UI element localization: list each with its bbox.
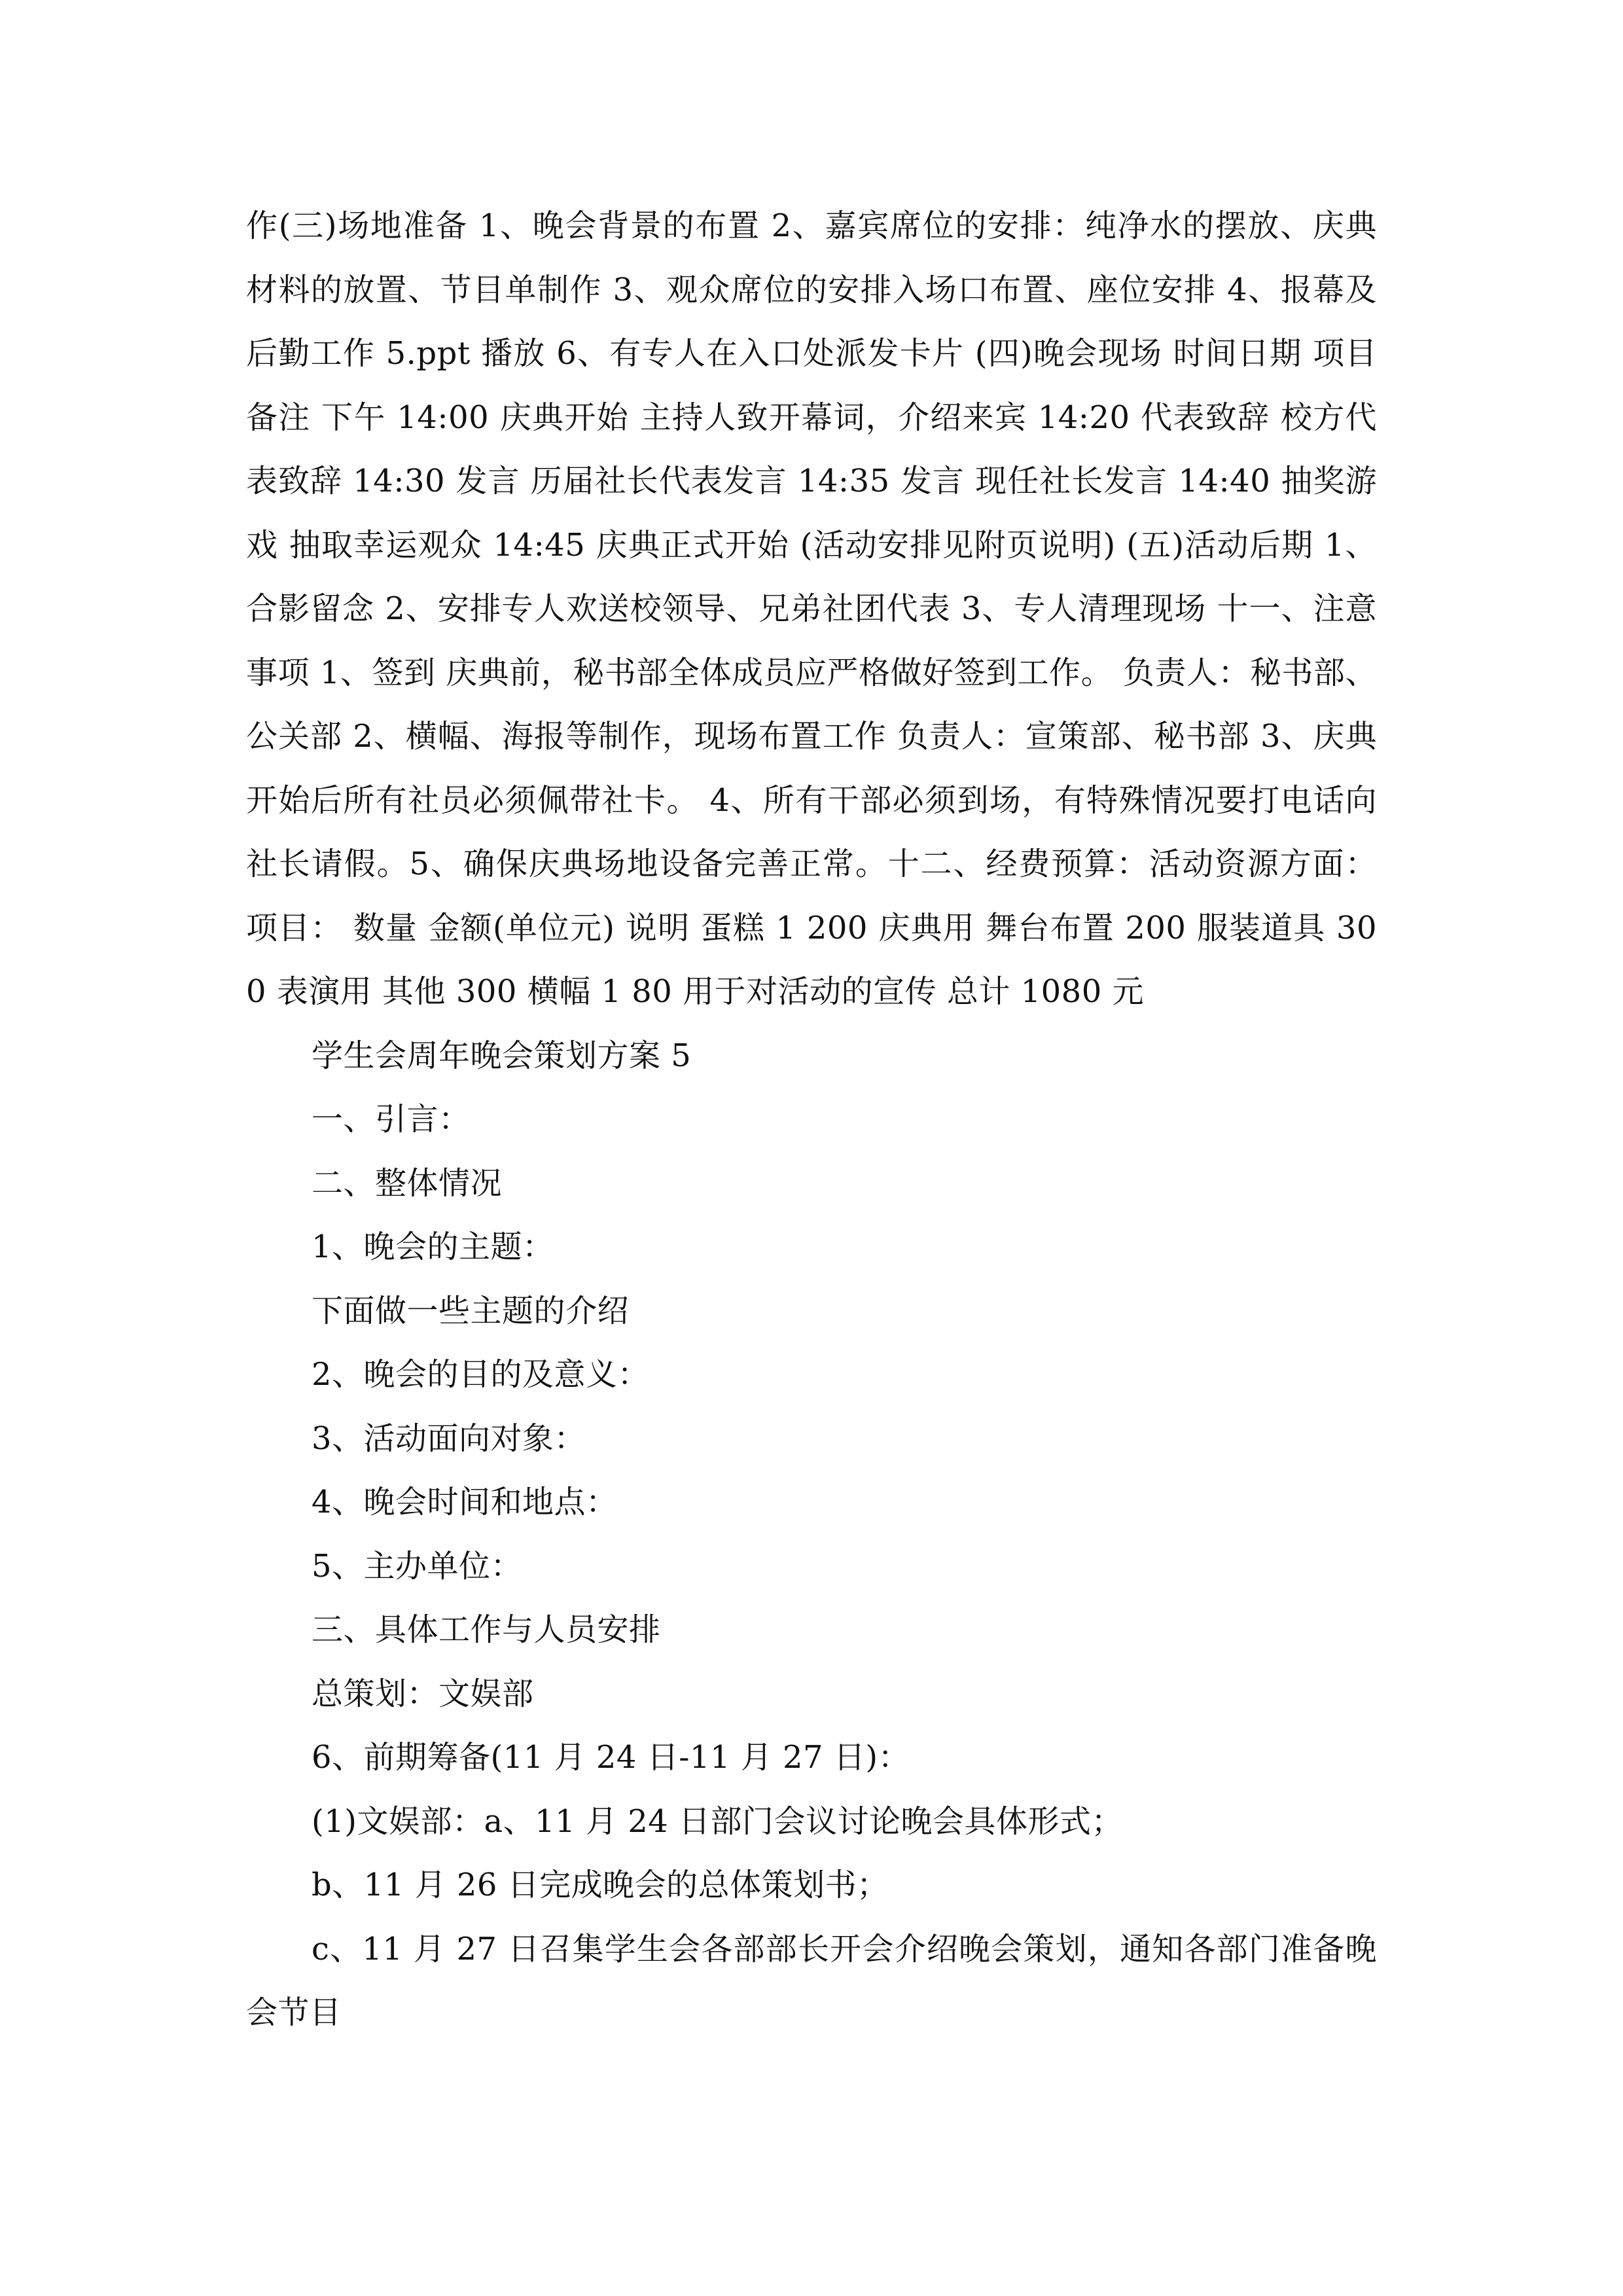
- continued-paragraph: 作(三)场地准备 1、晚会背景的布置 2、嘉宾席位的安排：纯净水的摆放、庆典材料的放置、节目单制作 3、观众席位的安排入场口布置、座位安排 4、报幕及后勤工作 5.ppt 播放 6、有专人在入口处派发卡片 (四)晚会现场 时间日期 项目 备注 下午 14:00 庆典开始 主持人致开幕词，介绍来宾 14:20 代表致辞 校方代表致辞 14:30 发言 历届社长代表发言 14:35 发言 现任社长发言 14:40 抽奖游戏 抽取幸运观众 14:45 庆典正式开始 (活动安排见附页说明) (五)活动后期 1、合影留念 2、安排专人欢送校领导、兄弟社团代表 3、专人清理现场 十一、注意事项 1、签到 庆典前，秘书部全体成员应严格做好签到工作。 负责人：秘书部、公关部 2、横幅、海报等制作，现场布置工作 负责人：宣策部、秘书部 3、庆典开始后所有社员必须佩带社卡。 4、所有干部必须到场，有特殊情况要打电话向社长请假。5、确保庆典场地设备完善正常。十二、经费预算：活动资源方面：项目： 数量 金额(单位元) 说明 蛋糕 1 200 庆典用 舞台布置 200 服装道具 300 表演用 其他 300 横幅 1 80 用于对活动的宣传 总计 1080 元: [246, 207, 1377, 1010]
- section-heading-intro: 一、引言：: [312, 1101, 471, 1138]
- section-heading-staffing: 三、具体工作与人员安排: [312, 1611, 661, 1648]
- section-heading-overview: 二、整体情况: [312, 1164, 503, 1202]
- item-theme: 1、晚会的主题：: [312, 1229, 554, 1265]
- item-audience: 3、活动面向对象：: [312, 1420, 586, 1457]
- doc-heading: 学生会周年晚会策划方案 5: [312, 1037, 692, 1074]
- item-prep-c: c、11 月 27 日召集学生会各部部长开会介绍晚会策划，通知各部门准备晚会节目: [246, 1930, 1377, 2031]
- item-purpose: 2、晚会的目的及意义：: [312, 1356, 650, 1393]
- document-body: [246, 194, 1377, 2045]
- item-chief-planner: 总策划：文娱部: [312, 1675, 534, 1712]
- item-prep-b: b、11 月 26 日完成晚会的总体策划书；: [312, 1867, 889, 1903]
- item-prep-a: (1)文娱部：a、11 月 24 日部门会议讨论晚会具体形式；: [312, 1803, 1124, 1840]
- item-theme-intro: 下面做一些主题的介绍: [312, 1292, 630, 1329]
- item-time-place: 4、晚会时间和地点：: [312, 1484, 618, 1520]
- item-preparation: 6、前期筹备(11 月 24 日-11 月 27 日)：: [312, 1739, 910, 1776]
- item-organizer: 5、主办单位：: [312, 1547, 523, 1585]
